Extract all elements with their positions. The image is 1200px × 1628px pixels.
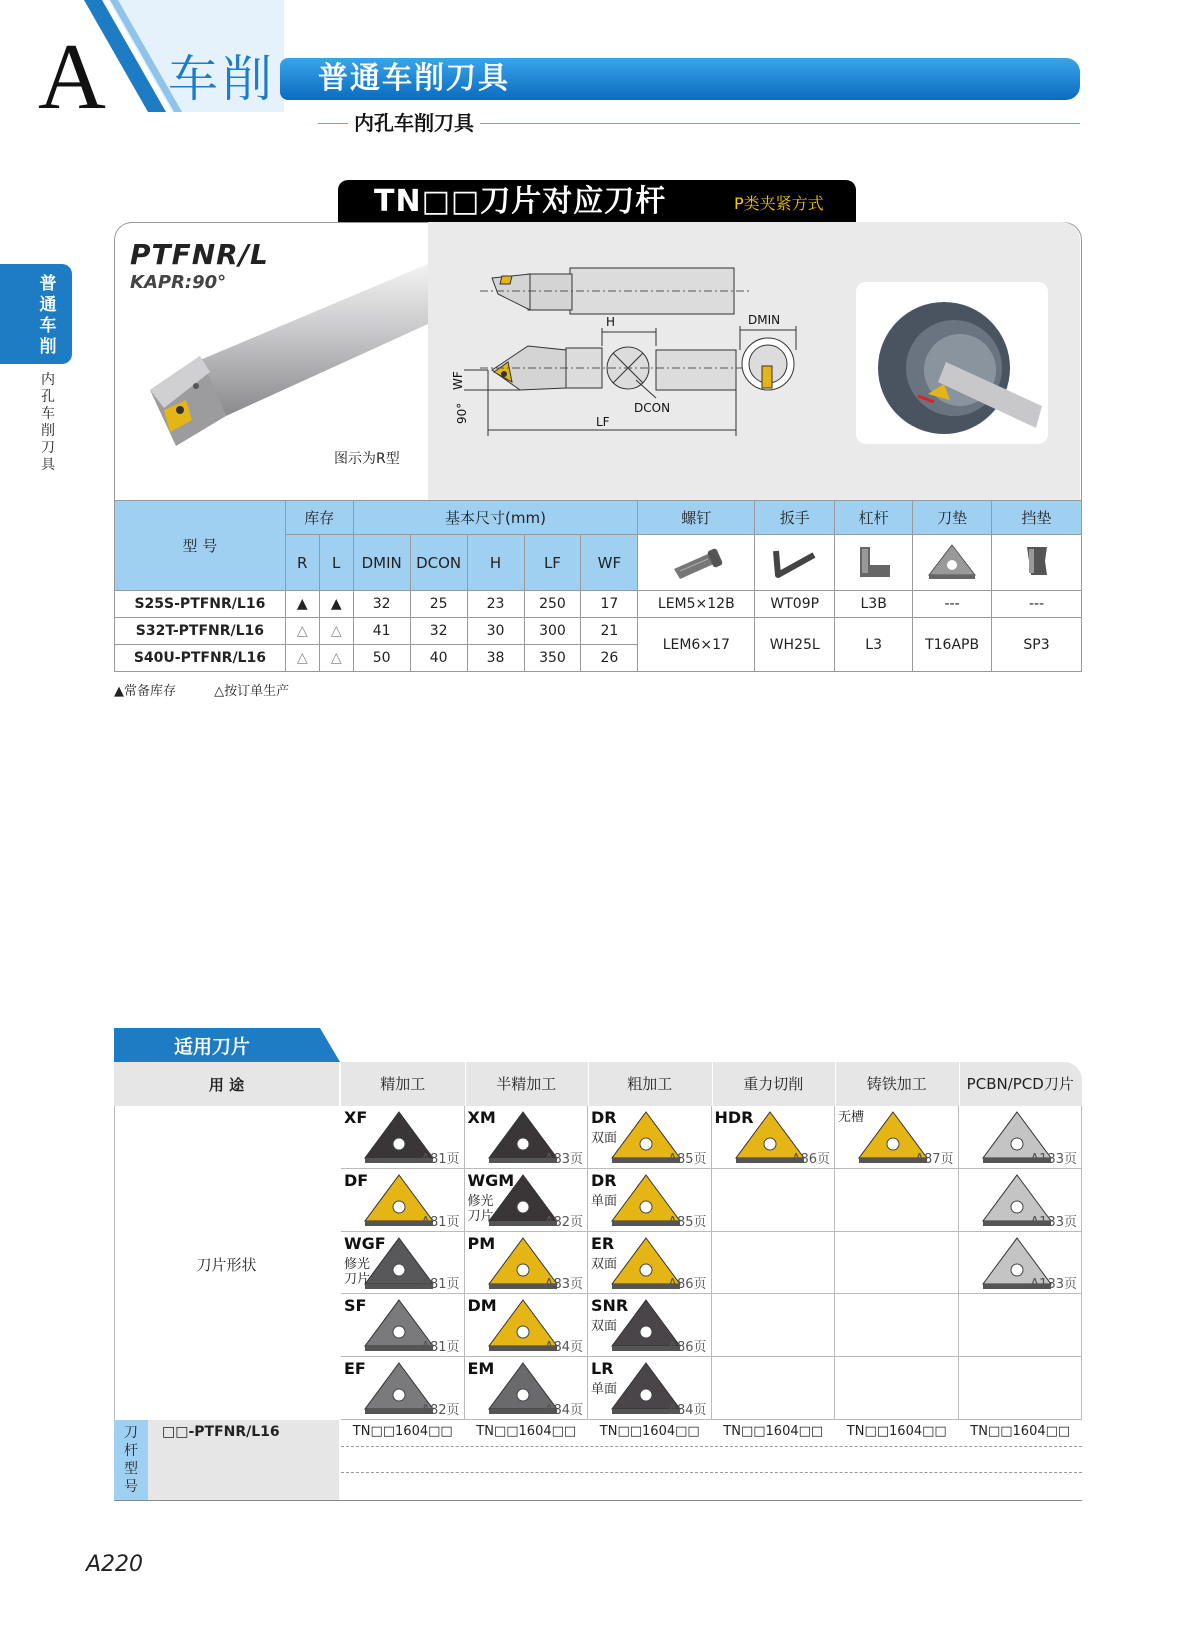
insert-code: PM [467, 1233, 496, 1253]
col-stop: 挡垫 [992, 501, 1082, 535]
dim-dmin-label: DMIN [748, 313, 781, 327]
insert-code: XM [467, 1108, 496, 1127]
clamp-type: P类夹紧方式 [734, 194, 824, 213]
section-letter: A [38, 25, 106, 129]
acc-lever: L3B [835, 591, 913, 618]
insert-cell [712, 1106, 836, 1169]
spec-table [114, 500, 1082, 672]
insert-cell [712, 1232, 836, 1295]
insert-page-link[interactable]: A133页 [1030, 1214, 1077, 1230]
insert-cell [588, 1106, 712, 1169]
holder-side-label: 刀杆型号 [124, 1425, 138, 1495]
wrench-icon [755, 535, 835, 591]
insert-cell [835, 1106, 959, 1169]
insert-cell [959, 1232, 1083, 1295]
inserts-tab-title: 适用刀片 [174, 1036, 251, 1058]
holder-insert-code: TN□□1604□□ [723, 1424, 824, 1439]
insert-cell [959, 1106, 1083, 1169]
insert-page-link[interactable]: A81页 [421, 1340, 460, 1356]
insert-page-link[interactable]: A85页 [668, 1214, 707, 1230]
boring-bar-image [140, 260, 430, 460]
col-model: 型 号 [115, 501, 286, 591]
insert-page-link[interactable]: A84页 [544, 1402, 583, 1418]
col-shim: 刀垫 [913, 501, 992, 535]
holder-model: □□-PTFNR/L16 [162, 1424, 280, 1440]
col-stock: 库存 [285, 501, 353, 535]
dim-h-label: H [606, 315, 616, 329]
dim-dcon-label: DCON [634, 401, 671, 415]
insert-note: 双面 [591, 1131, 618, 1146]
insert-cell [835, 1294, 959, 1357]
row-dmin: 50 [353, 645, 410, 672]
insert-cell [588, 1232, 712, 1295]
insert-code: DF [344, 1170, 369, 1190]
row-dcon: 25 [410, 591, 467, 618]
row-model: S25S-PTFNR/L16 [115, 591, 286, 618]
insert-cell [712, 1294, 836, 1357]
insert-page-link[interactable]: A82页 [421, 1402, 460, 1418]
insert-cell [835, 1232, 959, 1295]
lever-icon [835, 535, 913, 591]
section-name: 车削 [168, 50, 276, 108]
insert-page-link[interactable]: A87页 [915, 1151, 954, 1167]
row-model: S40U-PTFNR/L16 [115, 645, 286, 672]
acc-screw: LEM6×17 [638, 618, 755, 672]
row-h: 30 [467, 618, 524, 645]
insert-cell [465, 1232, 589, 1295]
insert-cell [341, 1294, 465, 1357]
row-wf: 21 [581, 618, 638, 645]
dim-angle-label: 90° [455, 402, 469, 424]
insert-code: SF [344, 1296, 367, 1316]
insert-code: HDR [714, 1108, 754, 1127]
insert-note: 无槽 [838, 1110, 865, 1125]
row-stock-r: △ [285, 618, 319, 645]
row-dmin: 41 [353, 618, 410, 645]
sub-lf: LF [524, 535, 581, 591]
insert-code: DR [591, 1170, 617, 1190]
insert-grid [341, 1106, 1082, 1420]
insert-cell [341, 1232, 465, 1295]
insert-cell [465, 1106, 589, 1169]
insert-code: EM [467, 1359, 495, 1379]
row-h: 38 [467, 645, 524, 672]
insert-note: 双面 [591, 1256, 618, 1272]
category-header: 铸铁加工 [835, 1062, 960, 1106]
insert-cell [465, 1357, 589, 1420]
insert-note: 单面 [591, 1193, 618, 1209]
row-stock-l: △ [319, 645, 353, 672]
insert-page-link[interactable]: A83页 [544, 1151, 583, 1167]
row-dcon: 32 [410, 618, 467, 645]
insert-code: DR [591, 1108, 617, 1127]
insert-note: 修光 刀片 [467, 1193, 494, 1224]
acc-wrench: WH25L [755, 618, 835, 672]
insert-page-link[interactable]: A84页 [544, 1340, 583, 1356]
acc-screw: LEM5×12B [638, 591, 755, 618]
screw-icon [638, 535, 755, 591]
insert-cell [712, 1357, 836, 1420]
category-header: 重力切削 [712, 1062, 837, 1106]
insert-page-link[interactable]: A133页 [1030, 1277, 1077, 1293]
holder-insert-code: TN□□1604□□ [846, 1424, 947, 1439]
row-lf: 350 [524, 645, 581, 672]
category-header: 半精加工 [465, 1062, 590, 1106]
sub-h: H [467, 535, 524, 591]
row-wf: 26 [581, 645, 638, 672]
sub-l: L [319, 535, 353, 591]
row-stock-l: △ [319, 618, 353, 645]
category-header: 精加工 [341, 1062, 466, 1106]
insert-cell [959, 1169, 1083, 1232]
side-tab-label: 普通车削 [39, 274, 57, 357]
col-dims: 基本尺寸(mm) [353, 501, 638, 535]
acc-stop: SP3 [992, 618, 1082, 672]
insert-code: LR [591, 1359, 614, 1379]
insert-cell [588, 1294, 712, 1357]
insert-note: 双面 [591, 1319, 618, 1335]
insert-code: EF [344, 1359, 366, 1379]
col-use: 用 途 [208, 1076, 245, 1094]
row-stock-r: △ [285, 645, 319, 672]
insert-page-link[interactable]: A81页 [421, 1277, 460, 1293]
dim-lf-label: LF [596, 415, 610, 429]
insert-code: DM [467, 1296, 497, 1316]
subcategory-title: 内孔车削刀具 [348, 110, 480, 136]
insert-page-link[interactable]: A86页 [668, 1340, 707, 1356]
side-tab-sub: 内孔车削刀具 [41, 372, 55, 473]
col-wrench: 扳手 [755, 501, 835, 535]
dim-wf-label: WF [451, 371, 465, 390]
insert-page-link[interactable]: A133页 [1030, 1151, 1077, 1167]
product-title: TN□□刀片对应刀杆 [374, 184, 667, 219]
insert-page-link[interactable]: A83页 [544, 1277, 583, 1293]
side-tab[interactable] [0, 264, 72, 364]
acc-stop: --- [992, 591, 1082, 618]
row-model: S32T-PTFNR/L16 [115, 618, 286, 645]
row-h: 23 [467, 591, 524, 618]
row-stock-r: ▲ [285, 591, 319, 618]
acc-lever: L3 [835, 618, 913, 672]
insert-cell [341, 1357, 465, 1420]
row-wf: 17 [581, 591, 638, 618]
insert-cell [341, 1106, 465, 1169]
figure-caption: 图示为R型 [334, 451, 400, 467]
holder-insert-code: TN□□1604□□ [476, 1424, 577, 1439]
insert-page-link[interactable]: A81页 [421, 1151, 460, 1167]
insert-code: ER [591, 1233, 615, 1253]
application-photo [856, 282, 1048, 444]
acc-shim: --- [913, 591, 992, 618]
insert-cell [835, 1357, 959, 1420]
page-number: A220 [86, 1552, 144, 1577]
insert-cell [959, 1294, 1083, 1357]
insert-cell [588, 1357, 712, 1420]
insert-cell [465, 1294, 589, 1357]
insert-code: SNR [591, 1296, 629, 1316]
insert-code: WGF [344, 1233, 386, 1253]
stop-icon [992, 535, 1082, 591]
insert-cell [341, 1169, 465, 1232]
insert-page-link[interactable]: A86页 [668, 1277, 707, 1293]
acc-wrench: WT09P [755, 591, 835, 618]
sub-dcon: DCON [410, 535, 467, 591]
acc-shim: T16APB [913, 618, 992, 672]
sub-r: R [285, 535, 319, 591]
row-dmin: 32 [353, 591, 410, 618]
row-dcon: 40 [410, 645, 467, 672]
insert-page-link[interactable]: A81页 [421, 1214, 460, 1230]
legend-stock: ▲常备库存 [114, 684, 176, 699]
col-screw: 螺钉 [638, 501, 755, 535]
category-header: 粗加工 [588, 1062, 713, 1106]
insert-cell [465, 1169, 589, 1232]
insert-page-link[interactable]: A84页 [668, 1402, 707, 1418]
insert-page-link[interactable]: A82页 [544, 1214, 583, 1230]
shim-icon [913, 535, 992, 591]
insert-cell [588, 1169, 712, 1232]
holder-insert-code: TN□□1604□□ [970, 1424, 1071, 1439]
holder-insert-code: TN□□1604□□ [352, 1424, 453, 1439]
insert-cell [712, 1169, 836, 1232]
insert-code: WGM [467, 1170, 515, 1190]
insert-page-link[interactable]: A85页 [668, 1151, 707, 1167]
inserts-section [114, 1062, 1082, 1501]
stock-legend [114, 680, 289, 699]
row-lf: 250 [524, 591, 581, 618]
col-lever: 杠杆 [835, 501, 913, 535]
shape-row-label: 刀片形状 [196, 1256, 257, 1274]
model-name: PTFNR/L [130, 238, 269, 271]
legend-order: △按订单生产 [214, 684, 290, 699]
insert-code: XF [344, 1108, 368, 1127]
row-stock-l: ▲ [319, 591, 353, 618]
category-header: PCBN/PCD刀片 [966, 1075, 1074, 1093]
sub-dmin: DMIN [353, 535, 410, 591]
sub-wf: WF [581, 535, 638, 591]
insert-cell [835, 1169, 959, 1232]
insert-page-link[interactable]: A86页 [791, 1151, 830, 1167]
insert-note: 单面 [591, 1382, 618, 1398]
insert-cell [959, 1357, 1083, 1420]
holder-insert-code: TN□□1604□□ [599, 1424, 700, 1439]
category-title: 普通车削刀具 [318, 61, 510, 96]
insert-note: 修光 刀片 [344, 1256, 371, 1287]
technical-drawing [450, 258, 850, 448]
kapr-angle: KAPR:90° [130, 272, 227, 293]
row-lf: 300 [524, 618, 581, 645]
